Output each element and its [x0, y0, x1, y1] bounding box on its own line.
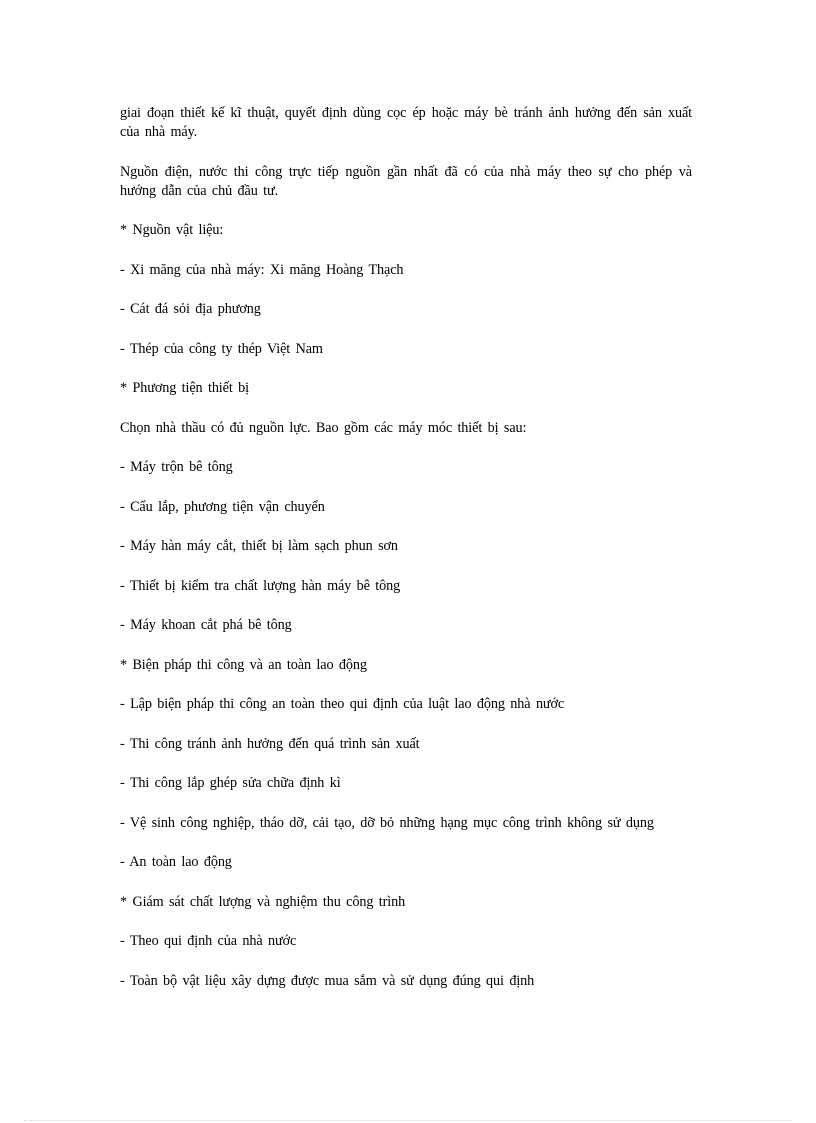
paragraph-contractor: Chọn nhà thầu có đủ nguồn lực. Bao gồm các máy móc thiết bị sau:	[120, 419, 527, 436]
list-item-sand-stone: - Cát đá sỏi địa phương	[120, 301, 261, 317]
list-item-avoid-impact: - Thi công tránh ảnh hưởng đến quá trình sản xuất	[120, 735, 420, 752]
list-item-sanitation: - Vệ sinh công nghiệp, tháo dỡ, cải tạo, dỡ bỏ những hạng mục công trình không sử dụng	[120, 814, 654, 831]
heading-equipment: * Phương tiện thiết bị	[120, 380, 249, 396]
list-item-drilling: - Máy khoan cắt phá bê tông	[120, 617, 292, 633]
document-body	[120, 104, 692, 991]
list-item-concrete-mixer: - Máy trộn bê tông	[120, 459, 233, 475]
list-item-safety-plan: - Lập biện pháp thi công an toàn theo qui định của luật lao động nhà nước	[120, 696, 565, 712]
heading-materials: * Nguồn vật liệu:	[120, 222, 224, 238]
page-edge-divider	[24, 1120, 792, 1121]
list-item-steel: - Thép của công ty thép Việt Nam	[120, 340, 323, 357]
list-item-materials-usage: - Toàn bộ vật liệu xây dựng được mua sắm và sử dụng đúng qui định	[120, 972, 535, 989]
list-item-crane: - Cẩu lắp, phương tiện vận chuyển	[120, 498, 325, 515]
heading-safety: * Biện pháp thi công và an toàn lao động	[120, 656, 367, 673]
paragraph-power-water: Nguồn điện, nước thi công trực tiếp nguồn gần nhất đã có của nhà máy theo sự cho phép và hướng dẫn của chủ đầu tư.	[120, 163, 692, 199]
heading-quality: * Giám sát chất lượng và nghiệm thu công trình	[120, 893, 406, 910]
list-item-regulation: - Theo qui định của nhà nước	[120, 933, 297, 949]
list-item-cement: - Xi măng của nhà máy: Xi măng Hoàng Thạch	[120, 261, 404, 278]
list-item-labor-safety: - An toàn lao động	[120, 854, 232, 870]
list-item-inspection: - Thiết bị kiểm tra chất lượng hàn máy bê tông	[120, 577, 401, 594]
list-item-welding: - Máy hàn máy cắt, thiết bị làm sạch phun sơn	[120, 538, 398, 554]
paragraph-design-phase: giai đoạn thiết kế kĩ thuật, quyết định dùng cọc ép hoặc máy bè tránh ảnh hưởng đến sản xuất của nhà máy.	[120, 105, 692, 140]
list-item-repair: - Thi công lắp ghép sửa chữa định kì	[120, 775, 341, 791]
